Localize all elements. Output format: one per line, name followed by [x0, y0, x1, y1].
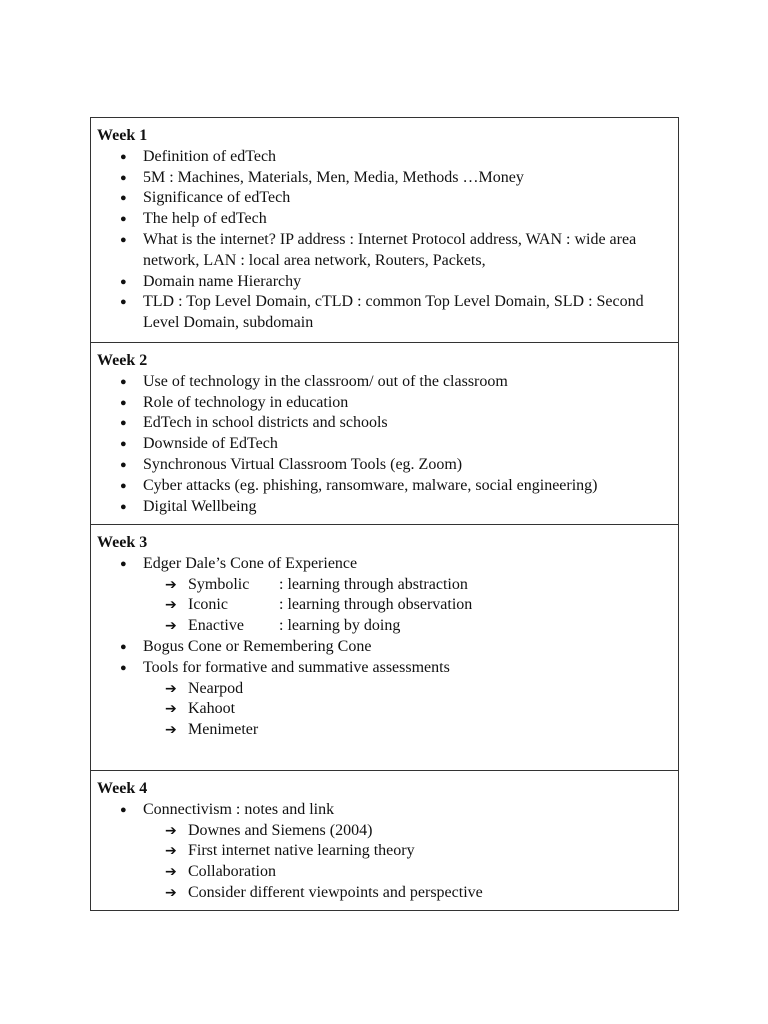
list-item: ● The help of edTech — [97, 209, 672, 230]
list-item: ● TLD : Top Level Domain, cTLD : common Top Level Domain, SLD : Second Level Domain, subdomain — [97, 292, 672, 334]
course-outline-table — [90, 117, 679, 911]
week-2-cell — [91, 342, 678, 524]
week-1-list — [97, 147, 672, 334]
list-item: ● Digital Wellbeing — [97, 497, 672, 518]
list-item: ● Domain name Hierarchy — [97, 272, 672, 293]
list-item: ● Use of technology in the classroom/ out of the classroom — [97, 372, 672, 393]
list-item: ● Downside of EdTech — [97, 434, 672, 455]
list-item: ● Cyber attacks (eg. phishing, ransomware, malware, social engineering) — [97, 476, 672, 497]
list-item: ● What is the internet? IP address : Internet Protocol address, WAN : wide area network, LAN : local area network, Routers, Packets, — [97, 230, 672, 272]
sub-list-item — [143, 575, 672, 596]
list-item-text: Tools for formative and summative assessments — [143, 658, 450, 676]
week-3-cell — [91, 524, 678, 770]
connectivism-notes-list — [143, 821, 672, 904]
cone-levels-list — [143, 575, 672, 637]
week-2-list — [97, 372, 672, 518]
list-item: ● Synchronous Virtual Classroom Tools (eg. Zoom) — [97, 455, 672, 476]
list-item: ● 5M : Machines, Materials, Men, Media, Methods …Money — [97, 168, 672, 189]
sub-list-item: ➔ Downes and Siemens (2004) — [143, 821, 672, 842]
sub-list-item — [143, 616, 672, 637]
assessment-tools-list — [143, 679, 672, 741]
list-item: ● EdTech in school districts and schools — [97, 413, 672, 434]
sub-item-desc: : learning through abstraction — [279, 575, 468, 593]
week-3-list — [97, 554, 672, 741]
list-item: ● Role of technology in education — [97, 393, 672, 414]
sub-list-item: ➔ Nearpod — [143, 679, 672, 700]
sub-item-term: Symbolic — [188, 575, 250, 593]
sub-item-desc: : learning through observation — [279, 596, 473, 614]
week-4-title: Week 4 — [97, 780, 148, 797]
sub-item-desc: : learning by doing — [279, 617, 401, 635]
list-item: ● Bogus Cone or Remembering Cone — [97, 637, 672, 658]
sub-list-item — [143, 595, 672, 616]
week-4-cell — [91, 770, 678, 910]
list-item — [97, 554, 672, 637]
week-2-title: Week 2 — [97, 352, 148, 369]
list-item-text: Connectivism : notes and link — [143, 800, 335, 818]
sub-list-item: ➔ Kahoot — [143, 699, 672, 720]
sub-list-item: ➔ First internet native learning theory — [143, 841, 672, 862]
sub-list-item: ➔ Menimeter — [143, 720, 672, 741]
list-item — [97, 800, 672, 904]
list-item: ● Significance of edTech — [97, 188, 672, 209]
sub-item-term: Enactive — [188, 617, 244, 635]
list-item: ● Definition of edTech — [97, 147, 672, 168]
list-item-text: Edger Dale’s Cone of Experience — [143, 554, 358, 572]
sub-list-item: ➔ Consider different viewpoints and perspective — [143, 883, 672, 904]
week-4-list — [97, 800, 672, 904]
sub-list-item: ➔ Collaboration — [143, 862, 672, 883]
week-1-cell — [91, 118, 678, 342]
week-3-title: Week 3 — [97, 534, 148, 551]
list-item — [97, 658, 672, 741]
sub-item-term: Iconic — [188, 596, 228, 614]
week-1-title: Week 1 — [97, 127, 148, 144]
